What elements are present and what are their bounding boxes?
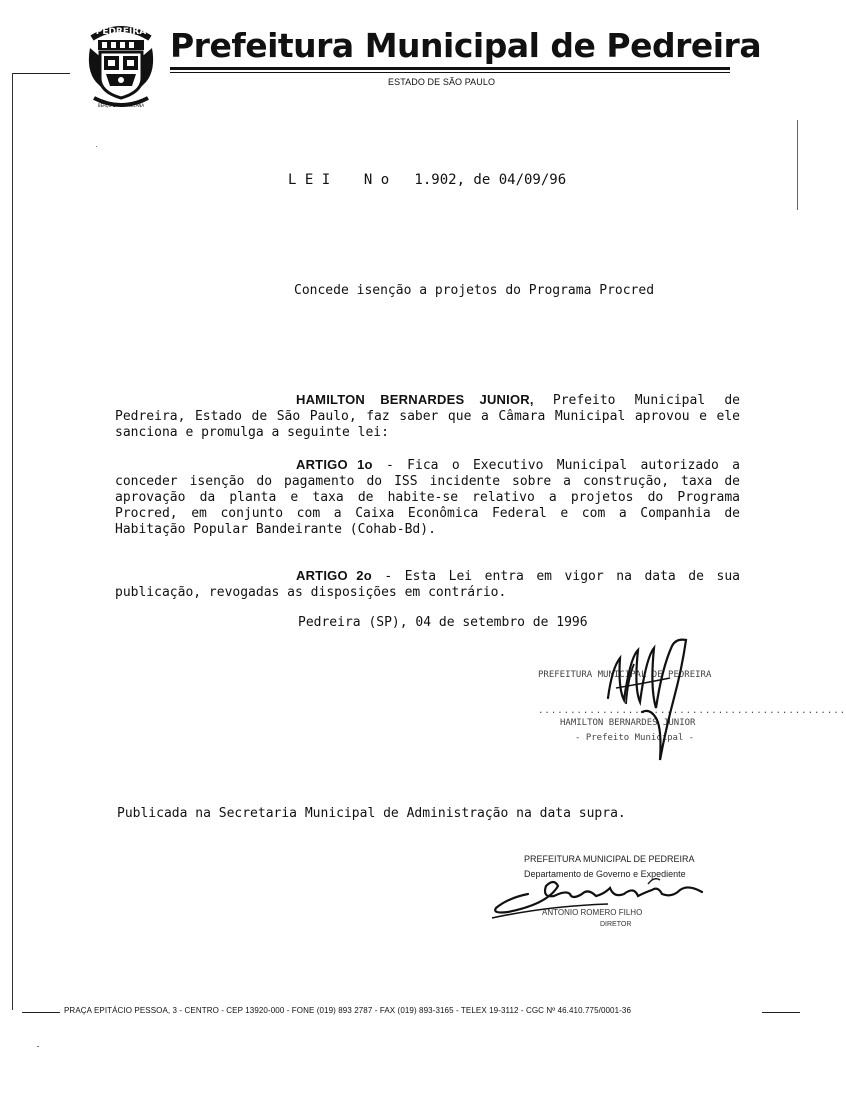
header-rule-thin	[170, 72, 730, 73]
seal-role-line: - Prefeito Municipal -	[575, 733, 695, 743]
stamp-org-line: PREFEITURA MUNICIPAL DE PEDREIRA	[524, 854, 695, 864]
seal-name-line: HAMILTON BERNARDES JUNIOR	[560, 718, 696, 728]
state-name: ESTADO DE SÃO PAULO	[388, 77, 496, 87]
article-2-label: ARTIGO 2o	[296, 568, 372, 583]
svg-text:PEDREIRA: PEDREIRA	[95, 27, 147, 37]
frame-line-bottom-left	[22, 1012, 60, 1013]
organization-name: Prefeitura Municipal de Pedreira	[170, 26, 762, 65]
article-2-paragraph	[115, 568, 740, 601]
stamp-name-line: ANTONIO ROMERO FILHO	[542, 908, 643, 917]
article-1-text: - Fica o Executivo Municipal autorizado a conceder isenção do pagamento do ISS incidente sobre a construção, taxa de aprovação da planta e taxa de habite-se relativo a projetos do Programa Procred, em conjunto com a Caixa Econômica Federal e com a Companhia de Habitação Popular Bandeirante (Cohab-Bd).	[115, 458, 740, 537]
stamp-department-line: Departamento de Governo e Expediente	[524, 869, 686, 879]
seal-org-line: PREFEITURA MUNICIPAL DE PEDREIRA	[538, 670, 712, 680]
frame-edge-right	[797, 120, 798, 210]
law-title: L E I N o 1.902, de 04/09/96	[288, 172, 567, 188]
publication-note: Publicada na Secretaria Municipal de Administração na data supra.	[117, 806, 626, 821]
law-summary: Concede isenção a projetos do Programa Procred	[294, 283, 655, 298]
frame-line-bottom-right	[762, 1012, 800, 1013]
frame-line-top	[12, 73, 70, 74]
preamble-text: Prefeito Municipal de Pedreira, Estado de São Paulo, faz saber que a Câmara Municipal aprovou e ele sanciona e promulga a seguinte lei:	[115, 393, 741, 440]
article-1-paragraph	[115, 457, 740, 538]
header-rule	[170, 67, 730, 70]
scan-speck	[96, 146, 97, 147]
scan-speck	[37, 1046, 39, 1047]
footer-address: PRAÇA EPITÁCIO PESSOA, 3 - CENTRO - CEP 13920-000 - FONE (019) 893 2787 - FAX (019) 893-3165 - TELEX 19-3112 - CGC Nº 46.410.775/0001-36	[64, 1006, 632, 1015]
municipal-crest-icon	[84, 20, 158, 110]
article-2-text: - Esta Lei entra em vigor na data de sua publicação, revogadas as disposições em contrário.	[115, 569, 740, 600]
frame-line-left	[12, 73, 13, 1010]
stamp-role-line: DIRETOR	[600, 921, 632, 928]
mayor-name: HAMILTON BERNARDES JUNIOR,	[296, 392, 534, 407]
place-and-date: Pedreira (SP), 04 de setembro de 1996	[298, 615, 588, 630]
article-1-label: ARTIGO 1o	[296, 457, 373, 472]
svg-text:BERÇO DA PORCELANA: BERÇO DA PORCELANA	[97, 103, 145, 108]
mayor-signature	[590, 628, 710, 763]
preamble-paragraph	[115, 392, 740, 441]
seal-signature-line: ................................................	[538, 706, 846, 716]
